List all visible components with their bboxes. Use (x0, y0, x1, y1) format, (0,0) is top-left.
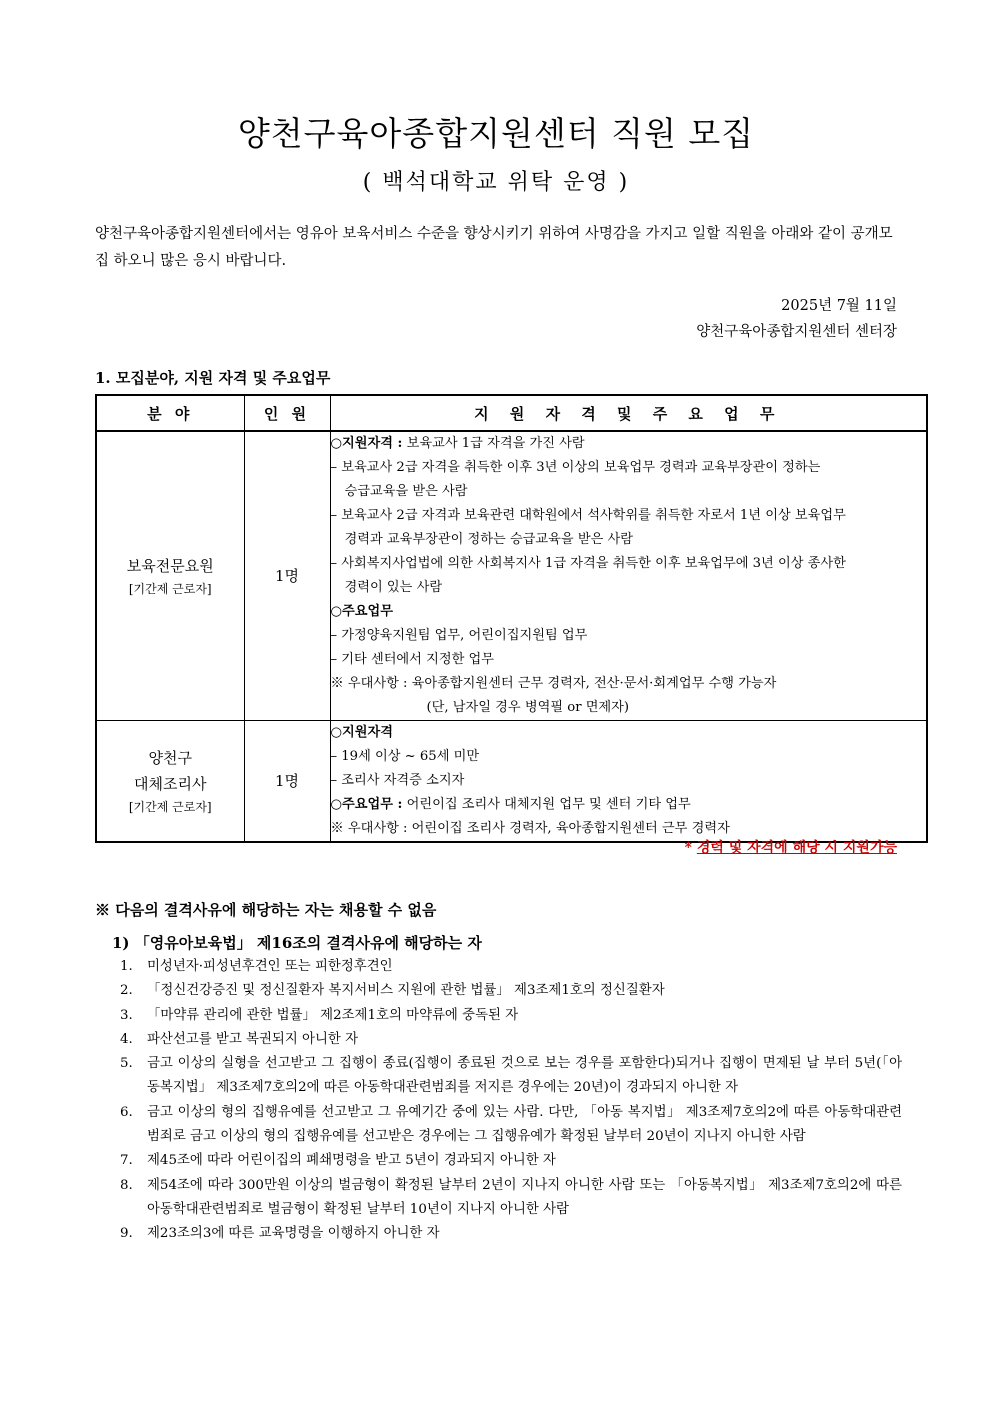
list-item (120, 1174, 902, 1223)
field-name: 양천구 (148, 749, 192, 767)
field-name-line2: 대체조리사 (134, 775, 207, 793)
qualification-line (331, 769, 927, 793)
qualification-text: – 보육교사 2급 자격을 취득한 이후 3년 이상의 보육업무 경력과 교육부장관이 정하는 (330, 460, 821, 475)
disclaimer-text: 경력 및 자격에 해당 시 지원가능 (696, 840, 897, 856)
list-item-text: 제23조의3에 따른 교육명령을 이행하지 아니한 자 (147, 1226, 440, 1242)
recruitment-table (95, 394, 928, 843)
header-field: 분 야 (96, 395, 244, 431)
qualification-text: 승급교육을 받은 사람 (344, 484, 468, 499)
list-item (120, 1222, 902, 1246)
qualification-text: – 19세 이상 ~ 65세 미만 (330, 749, 480, 764)
field-employment-type: [기간제 근로자] (128, 582, 212, 596)
list-item (120, 955, 902, 979)
qualification-line (331, 624, 927, 648)
qualification-heading: ○지원자격 (330, 725, 393, 740)
qualification-text: 경력과 교육부장관이 정하는 승급교육을 받은 사람 (344, 532, 633, 547)
field-cell (96, 721, 244, 843)
qualification-text: 경력이 있는 사람 (344, 580, 443, 595)
qualification-heading: ○지원자격 : (330, 436, 403, 451)
list-item-number: 1. (120, 959, 133, 974)
qualification-line (331, 648, 927, 672)
qualification-text: ※ 우대사항 : 육아종합지원센터 근무 경력자, 전산·문서·회계업무 수행 가능자 (330, 676, 777, 691)
header-qualifications: 지 원 자 격 및 주 요 업 무 (330, 395, 927, 431)
list-item-text: 금고 이상의 형의 집행유예를 선고받고 그 유예기간 중에 있는 사람. 다만, 「아동 복지법」 제3조제7호의2에 따른 아동학대관련범죄로 금고 이상의 형의 집행유예를 선고받은 경우에는 그 집행유예가 확정된 날부터 20년이 지나지 아니한 사람 (147, 1104, 902, 1145)
list-item-text: 「마약류 관리에 관한 법률」 제2조제1호의 마약류에 중독된 자 (147, 1007, 519, 1023)
announcement-date: 2025년 7월 11일 (781, 298, 897, 314)
qualification-line (331, 696, 927, 720)
field-name: 보육전문요원 (126, 557, 214, 575)
qualification-text: 보육교사 1급 자격을 가진 사람 (402, 436, 585, 451)
list-item (120, 1149, 902, 1173)
list-item-text: 제45조에 따라 어린이집의 폐쇄명령을 받고 5년이 경과되지 아니한 자 (147, 1153, 556, 1169)
table-row (96, 431, 927, 721)
qualification-line (331, 745, 927, 769)
list-item (120, 1028, 902, 1052)
qualification-text: – 사회복지사업법에 의한 사회복지사 1급 자격을 취득한 이후 보육업무에 3년 이상 종사한 (330, 556, 846, 571)
qualifications-cell (330, 721, 927, 843)
issuer: 양천구육아종합지원센터 센터장 (696, 324, 897, 340)
qualification-line (331, 600, 927, 624)
subsection-1-title: 1) 「영유아보육법」 제16조의 결격사유에 해당하는 자 (112, 934, 482, 952)
qualifications-cell (330, 431, 927, 721)
qualification-text: ※ 우대사항 : 어린이집 조리사 경력자, 육아종합지원센터 근무 경력자 (330, 821, 730, 836)
qualification-text: – 보육교사 2급 자격과 보육관련 대학원에서 석사학위를 취득한 자로서 1년 이상 보육업무 (330, 508, 846, 523)
list-item-number: 9. (120, 1226, 133, 1242)
list-item (120, 1004, 902, 1028)
list-item-number: 8. (120, 1177, 133, 1193)
field-employment-type: [기간제 근로자] (128, 800, 212, 814)
count-cell: 1명 (244, 721, 330, 843)
page-subtitle: ( 백석대학교 위탁 운영 ) (362, 170, 630, 195)
list-item-number: 2. (120, 983, 133, 999)
qualification-heading: ○주요업무 : (330, 797, 403, 812)
table-row (96, 721, 927, 843)
qualification-line (331, 432, 927, 456)
list-item-number: 7. (120, 1153, 133, 1169)
table-header-row (96, 395, 927, 431)
list-item-number: 3. (120, 1007, 133, 1023)
qualification-heading: ○주요업무 (330, 604, 393, 619)
qualification-text: – 기타 센터에서 지정한 업무 (330, 652, 494, 667)
qualification-line (331, 721, 927, 745)
count-cell: 1명 (244, 431, 330, 721)
list-item (120, 1101, 902, 1150)
qualification-line (331, 504, 927, 528)
header-count: 인 원 (244, 395, 330, 431)
qualification-text: – 조리사 자격증 소지자 (330, 773, 465, 788)
qualification-text: 어린이집 조리사 대체지원 업무 및 센터 기타 업무 (402, 797, 691, 812)
disclaimer-star: * (684, 840, 697, 856)
qualification-line (331, 793, 927, 817)
qualification-line (331, 552, 927, 576)
page-title: 양천구육아종합지원센터 직원 모집 (237, 114, 755, 153)
intro-paragraph: 양천구육아종합지원센터에서는 영유아 보육서비스 수준을 향상시키기 위하여 사명감을 가지고 일할 직원을 아래와 같이 공개모집 하오니 많은 응시 바랍니다. (95, 226, 893, 269)
qualification-line (331, 456, 927, 480)
field-cell (96, 431, 244, 721)
list-item-number: 5. (120, 1056, 133, 1072)
list-item (120, 979, 902, 1003)
disqualification-list (120, 955, 902, 1247)
list-item-text: 금고 이상의 실형을 선고받고 그 집행이 종료(집행이 종료된 것으로 보는 경우를 포함한다)되거나 집행이 면제된 날 부터 5년(「아동복지법」 제3조제7호의2에 따른 아동학대관련범죄를 저지른 경우에는 20년)이 경과되지 아니한 자 (147, 1056, 902, 1096)
qualification-line (331, 480, 927, 504)
qualification-line (331, 672, 927, 696)
qualification-text: (단, 남자일 경우 병역필 or 면제자) (426, 700, 630, 715)
list-item-text: 제54조에 따라 300만원 이상의 벌금형이 확정된 날부터 2년이 지나지 아니한 사람 또는 「아동복지법」 제3조제7호의2에 따른 아동학대관련범죄로 벌금형이 확정된 날부터 10년이 지나지 아니한 사람 (147, 1177, 902, 1217)
list-item-text: 파산선고를 받고 복권되지 아니한 자 (147, 1031, 359, 1047)
section-1-title: 1. 모집분야, 지원 자격 및 주요업무 (95, 369, 331, 387)
qualification-text: – 가정양육지원팀 업무, 어린이집지원팀 업무 (330, 628, 588, 643)
qualification-line (331, 576, 927, 600)
qualification-line (331, 528, 927, 552)
section-2-title: ※ 다음의 결격사유에 해당하는 자는 채용할 수 없음 (95, 901, 437, 919)
list-item-text: 미성년자·피성년후견인 또는 피한정후견인 (147, 959, 393, 974)
disclaimer (685, 836, 897, 860)
list-item (120, 1052, 902, 1101)
list-item-text: 「정신건강증진 및 정신질환자 복지서비스 지원에 관한 법률」 제3조제1호의 정신질환자 (147, 983, 665, 999)
list-item-number: 4. (120, 1031, 133, 1047)
list-item-number: 6. (120, 1104, 133, 1120)
